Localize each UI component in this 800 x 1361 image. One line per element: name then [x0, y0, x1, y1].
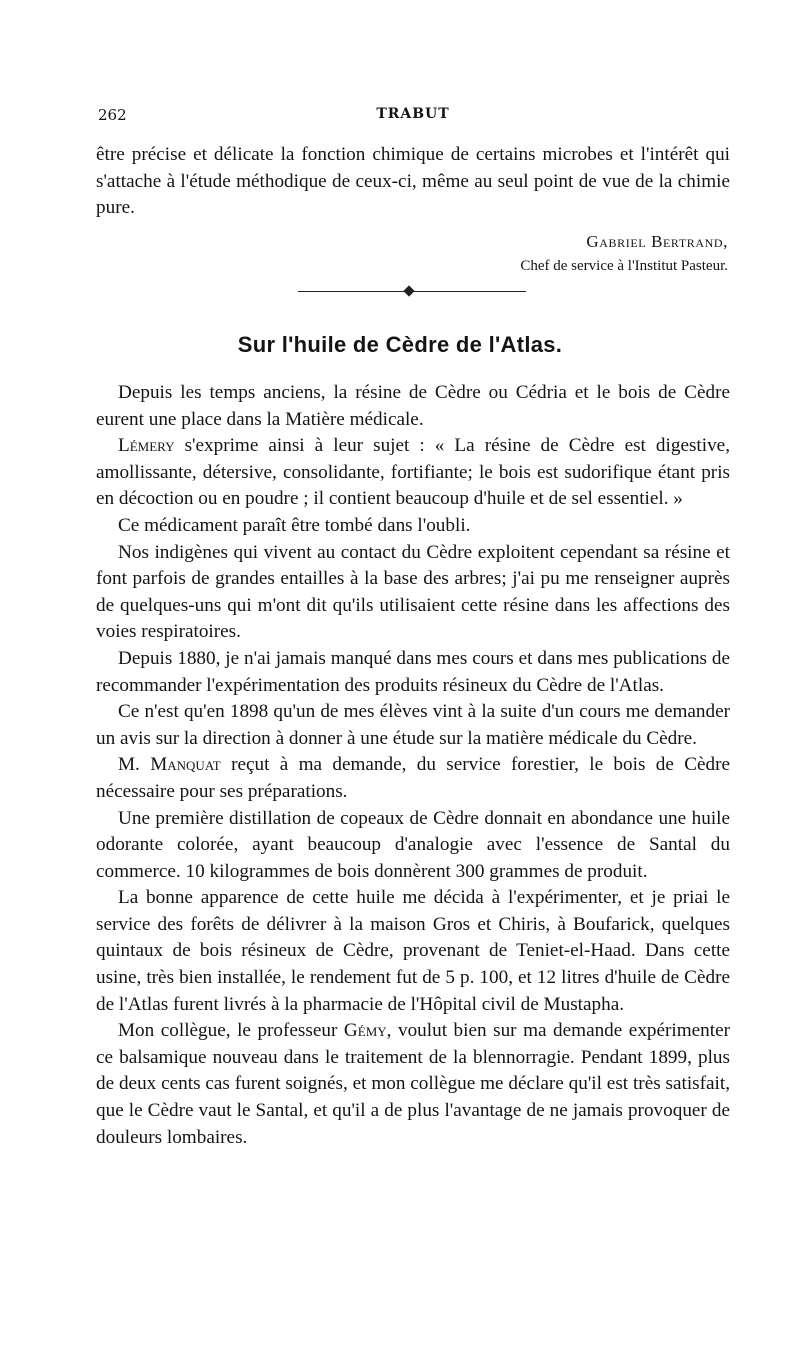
signature-role: Chef de service à l'Institut Pasteur.: [520, 258, 728, 274]
intro-paragraph-block: [96, 142, 730, 222]
paragraph-3: Ce médicament paraît être tombé dans l'oubli.: [118, 514, 471, 536]
diamond-ornament-icon: [403, 285, 414, 296]
paragraph-10-text: voulut bien sur ma demande expérimenter ce balsamique nouveau dans le traitement de la blennorragie. Pendant 1899, plus de deux cents cas furent soignés, et mon collègue me déclare qu'il est très satisfait, que le Cèdre vaut le Santal, et qu'il a de plus l'avantage de ne jamais provoquer de douleurs lombaires.: [96, 1020, 731, 1148]
author-name-lemery: Lémery: [118, 435, 175, 457]
paragraph-7-text: reçut à ma demande, du service forestier, le bois de Cèdre nécessaire pour ses préparations.: [96, 754, 731, 802]
paragraph-6: Ce n'est qu'en 1898 qu'un de mes élèves vint à la suite d'un cours me demander un avis sur la direction à donner à une étude sur la matière médicale du Cèdre.: [96, 701, 730, 749]
running-title: TRABUT: [376, 106, 450, 122]
signature-name: Gabriel Bertrand,: [586, 232, 728, 251]
author-name-manquat: Manquat: [150, 754, 221, 776]
page-number: 262: [98, 106, 127, 124]
paragraph-1: Depuis les temps anciens, la résine de Cèdre ou Cédria et le bois de Cèdre eurent une place dans la Matière médicale.: [96, 382, 730, 430]
page-header: [98, 106, 728, 128]
gemy-prefix: Mon collègue, le professeur: [118, 1020, 338, 1042]
paragraph-2-text: s'exprime ainsi à leur sujet : « La résine de Cèdre est digestive, amollissante, détersive, consolidante, fortifiante; le bois est sudorifique étant pris en décoction ou en poudre ; il contient beaucoup d'huile et de sel essentiel. »: [96, 435, 730, 510]
manquat-prefix: M.: [118, 754, 140, 776]
article-body: [96, 380, 730, 1151]
paragraph-9: La bonne apparence de cette huile me décida à l'expérimenter, et je priai le service des forêts de délivrer à la maison Gros et Chiris, à Boufarick, quelques quintaux de bois résineux de Cèdre, provenant de Teniet-el-Haad. Dans cette usine, très bien installée, le rendement fut de 5 p. 100, et 12 litres d'huile de Cèdre de l'Atlas furent livrés à la pharmacie de l'Hôpital civil de Mustapha.: [96, 887, 730, 1015]
intro-paragraph: être précise et délicate la fonction chimique de certains microbes et l'intérêt qui s'attache à l'étude méthodique de ceux-ci, même au seul point de vue de la chimie pure.: [96, 144, 730, 219]
paragraph-10: [96, 1018, 730, 1151]
author-name-gemy: Gémy,: [343, 1020, 392, 1042]
paragraph-4: Nos indigènes qui vivent au contact du Cèdre exploitent cependant sa résine et font parfois de grandes entailles à la base des arbres; j'ai pu me renseigner auprès de quelques-uns qui m'ont dit qu'ils utilisaient cette résine dans les affections des voies respiratoires.: [96, 541, 730, 643]
paragraph-8: Une première distillation de copeaux de Cèdre donnait en abondance une huile odorante colorée, ayant beaucoup d'analogie avec l'essence de Santal du commerce. 10 kilogrammes de bois donnèrent 300 grammes de produit.: [96, 807, 730, 882]
paragraph-7: [96, 752, 730, 805]
section-divider: [298, 286, 526, 298]
article-title: Sur l'huile de Cèdre de l'Atlas.: [237, 332, 563, 357]
paragraph-2: [96, 433, 730, 513]
paragraph-5: Depuis 1880, je n'ai jamais manqué dans mes cours et dans mes publications de recommander l'expérimentation des produits résineux du Cèdre de l'Atlas.: [96, 647, 730, 696]
